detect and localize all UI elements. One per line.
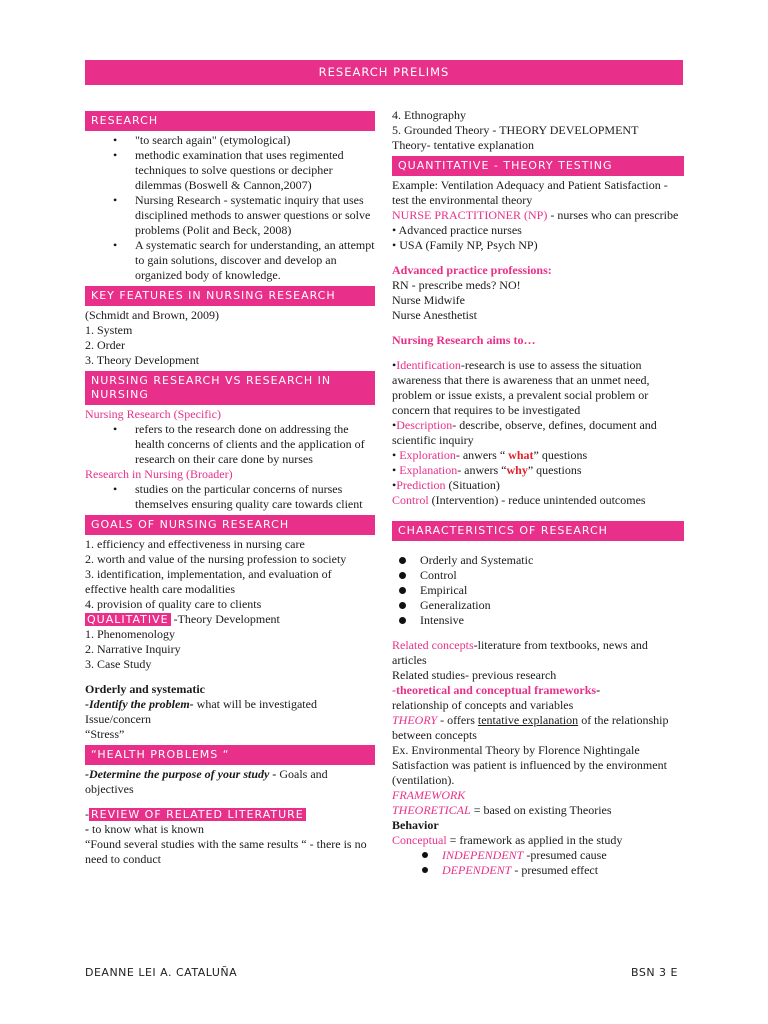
theory-label: THEORY (392, 713, 438, 727)
independent-label: INDEPENDENT (442, 848, 524, 862)
nr-list (85, 422, 375, 467)
text-line: 4. provision of quality care to clients (85, 597, 262, 611)
footer-section: BSN 3 E (630, 966, 678, 979)
np-line (392, 208, 684, 223)
list-item: • methodic examination that uses regimented techniques to solve questions or decipher dilemmas (Boswell & Cannon,2007) (85, 148, 375, 193)
orderly-title: Orderly and systematic (85, 682, 205, 696)
prediction-line: •Prediction (Situation) (392, 478, 500, 492)
prediction-label: Prediction (396, 478, 446, 492)
conceptual-line (392, 833, 684, 848)
dependent-label: DEPENDENT (442, 863, 512, 877)
exploration-line: • Exploration- anwers “ what” questions (392, 448, 588, 462)
theoretical-line (392, 803, 684, 818)
list-item: Generalization (392, 598, 684, 613)
text-line: 1. efficiency and effectiveness in nursing care (85, 537, 305, 551)
behavior-label: Behavior (392, 818, 439, 832)
text-line: relationship of concepts and variables (392, 698, 574, 712)
list-item: • refers to the research done on addressing the health concerns of clients and the application of research on their care done by nurses (85, 422, 375, 467)
determine-em: -Determine the purpose of your study - (85, 767, 280, 781)
text-line: Example: Ventilation Adequacy and Patient Satisfaction - test the environmental theory (392, 178, 668, 207)
theory-end: of the relationship between concepts (392, 713, 669, 742)
nr-vs-rin-header: NURSING RESEARCH VS RESEARCH IN NURSING (85, 371, 375, 405)
list-item (392, 848, 684, 863)
qualitative-label: QUALITATIVE (87, 613, 169, 626)
text-line: 2. worth and value of the nursing profession to society (85, 552, 347, 566)
np-rest: - nurses who can prescribe (547, 208, 679, 222)
identify-em: -Identify the problem- (85, 697, 194, 711)
exploration-word: what (508, 448, 534, 462)
text-line: • Advanced practice nurses (392, 223, 522, 237)
description-label: Description (396, 418, 453, 432)
goals-header: GOALS OF NURSING RESEARCH (85, 515, 375, 535)
footer-author: DEANNE LEI A. CATALUÑA (85, 966, 238, 979)
qualitative-suffix: -Theory Development (170, 612, 280, 626)
related-concepts-line (392, 638, 684, 668)
text-line: 3. Theory Development (85, 353, 200, 367)
frameworks-dash: - (596, 683, 601, 697)
explanation-end: ” questions (527, 463, 582, 477)
text-line: Ex. Environmental Theory by Florence Nightingale (392, 743, 640, 757)
conceptual-label: Conceptual (392, 833, 447, 847)
control-rest: (Intervention) - reduce unintended outcomes (428, 493, 646, 507)
determine-line (85, 767, 375, 797)
explanation-mid: - anwers “ (457, 463, 507, 477)
exploration-end: ” questions (533, 448, 588, 462)
list-item: • A systematic search for understanding, an attempt to gain solutions, discover and develop an organized body of knowledge. (85, 238, 375, 283)
text-line: 4. Ethnography (392, 108, 466, 122)
variables-list (392, 848, 684, 878)
know-dash: - (85, 822, 92, 836)
np-label: NURSE PRACTITIONER (NP) (392, 208, 548, 222)
text-line: 1. System (85, 323, 133, 337)
nursing-research-label: Nursing Research (Specific) (85, 407, 221, 421)
list-item: • "to search again" (etymological) (85, 133, 375, 148)
know-line (85, 822, 375, 837)
frameworks-line (392, 683, 684, 698)
text-line: 2. Order (85, 338, 125, 352)
text-line: “Found several studies with the same results “ - there is no need to conduct (85, 837, 367, 866)
list-item: Empirical (392, 583, 684, 598)
list-item (392, 863, 684, 878)
text-line: Nurse Midwife (392, 293, 465, 307)
text-line: Satisfaction was patient is influenced by the environment (ventilation). (392, 758, 667, 787)
review-label: REVIEW OF RELATED LITERATURE (91, 808, 304, 821)
characteristics-list (392, 553, 684, 628)
list-item: • studies on the particular concerns of nurses themselves ensuring quality care towards client (85, 482, 375, 512)
qualitative-line (85, 612, 375, 627)
page-title: RESEARCH PRELIMS (85, 60, 683, 85)
list-item: • Nursing Research - systematic inquiry that uses disciplined methods to answer questions or solve problems (Polit and Beck, 2008) (85, 193, 375, 238)
list-item: Orderly and Systematic (392, 553, 684, 568)
determine-rest: Goals and objectives (85, 767, 328, 796)
characteristics-header: CHARACTERISTICS OF RESEARCH (392, 521, 684, 541)
list-item: Control (392, 568, 684, 583)
framework-label: FRAMEWORK (392, 788, 466, 802)
related-concepts-label: Related concepts (392, 638, 474, 652)
identify-line (85, 697, 375, 712)
related-concepts-rest: -literature from textbooks, news and articles (392, 638, 648, 667)
text-line: 2. Narrative Inquiry (85, 642, 181, 656)
text-line: 3. Case Study (85, 657, 152, 671)
key-features-header: KEY FEATURES IN NURSING RESEARCH (85, 286, 375, 306)
text-line: (Schmidt and Brown, 2009) (85, 308, 219, 322)
aims-label: Nursing Research aims to… (392, 333, 536, 347)
text-line: “Stress” (85, 727, 125, 741)
right-column (392, 108, 684, 878)
description-line: •Description- describe, observe, defines, document and scientific inquiry (392, 418, 657, 447)
advanced-label: Advanced practice professions: (392, 263, 552, 277)
identification-line: •Identification-research is use to assess the situation awareness that there is awareness that an unmet need, problem or issue exists, a prevalent social problem or concern that requires to be investigated (392, 358, 650, 417)
theory-mid: - offers (437, 713, 478, 727)
research-list (85, 133, 375, 283)
health-problems-header: “HEALTH PROBLEMS “ (85, 745, 375, 765)
review-dash: - (85, 807, 89, 821)
review-line (85, 807, 375, 822)
exploration-mid: - anwers “ (455, 448, 509, 462)
text-line: 1. Phenomenology (85, 627, 175, 641)
theoretical-rest: = based on existing Theories (470, 803, 612, 817)
exploration-label: Exploration (399, 448, 456, 462)
text-line: • USA (Family NP, Psych NP) (392, 238, 538, 252)
description-rest: - describe, observe, defines, document and scientific inquiry (392, 418, 657, 447)
frameworks-label: -theoretical and conceptual frameworks (392, 683, 597, 697)
control-label: Control (392, 493, 429, 507)
explanation-line: • Explanation- anwers “why” questions (392, 463, 582, 477)
text-line: Issue/concern (85, 712, 151, 726)
text-line: Related studies- previous research (392, 668, 557, 682)
prediction-rest: (Situation) (445, 478, 500, 492)
text-line: 3. identification, implementation, and evaluation of effective health care modalities (85, 567, 332, 596)
identification-rest: -research is use to assess the situation awareness that there is awareness that an unmet need, problem or issue exists, a prevalent social problem or concern that requires to be investigated (392, 358, 650, 417)
text-line: Theory- tentative explanation (392, 138, 534, 152)
text-line: Nurse Anesthetist (392, 308, 477, 322)
dependent-rest: - presumed effect (511, 863, 599, 877)
identification-label: Identification (396, 358, 461, 372)
list-item: Intensive (392, 613, 684, 628)
left-column (85, 108, 375, 867)
independent-rest: -presumed cause (523, 848, 607, 862)
research-in-nursing-label: Research in Nursing (Broader) (85, 467, 233, 481)
explanation-label: Explanation (399, 463, 458, 477)
conceptual-rest: = framework as applied in the study (446, 833, 623, 847)
explanation-word: why (506, 463, 528, 477)
theory-underline: tentative explanation (477, 713, 579, 727)
text-line: 5. Grounded Theory - THEORY DEVELOPMENT (392, 123, 639, 137)
rin-list (85, 482, 375, 512)
identify-rest: what will be investigated (193, 697, 317, 711)
control-line (392, 493, 684, 508)
know-rest: to know what is known (92, 822, 204, 836)
text-line: RN - prescribe meds? NO! (392, 278, 521, 292)
quantitative-header: QUANTITATIVE - THEORY TESTING (392, 156, 684, 176)
theoretical-label: THEORETICAL (392, 803, 471, 817)
research-header: RESEARCH (85, 111, 375, 131)
theory-line (392, 713, 684, 743)
